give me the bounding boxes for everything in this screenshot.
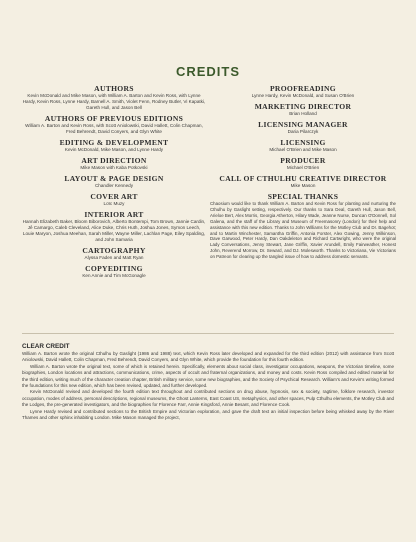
credit-names: Michael O'Brien — [286, 165, 320, 170]
credit-authors — [22, 84, 206, 111]
credit-heading: LICENSING — [280, 138, 326, 147]
credit-heading: COPYEDITING — [85, 264, 143, 273]
section-divider — [22, 333, 394, 334]
credit-layout — [22, 174, 206, 189]
credit-heading: AUTHORS OF PREVIOUS EDITIONS — [44, 114, 184, 123]
special-thanks-heading: SPECIAL THANKS — [267, 192, 339, 201]
credit-licensing — [210, 138, 396, 153]
clear-credit-paragraph: Lynne Hardy revised and contributed sections to the British Empire and Victorian exploration, and gave the draft text an initial inspection before being whisked away by the River Thames and other sphinx inhabiting London. Mike Mason managed the project, — [22, 408, 394, 421]
credit-names: Daria Pilarczyk — [287, 129, 319, 134]
credit-heading: INTERIOR ART — [84, 210, 144, 219]
credits-right-column — [210, 84, 396, 263]
credit-names: Loïc Muzy — [103, 201, 125, 206]
credit-heading: MARKETING DIRECTOR — [254, 102, 352, 111]
clear-credit-paragraph: William A. Barton wrote the original Cthulhu by Gaslight (1986 and 1988) text, which Kevin Ross later developed and expanded for the third edition (2012) with assistance from Scott Aniolowski, David Hallett, Colin Chapman, Fred Behrendt, David Conyers, and Glyn White, which provide the foundation for this fourth edition. — [22, 351, 394, 363]
credit-licensing-manager — [210, 120, 396, 135]
credit-heading: CALL OF CTHULHU CREATIVE DIRECTOR — [219, 174, 387, 183]
credit-names: Kevin McDonald, Mike Mason, and Lynne Hardy — [64, 147, 164, 152]
page-title: CREDITS — [175, 64, 241, 79]
clear-credit-section — [22, 343, 394, 421]
clear-credit-paragraph: Kevin McDonald revised and developed the fourth edition text throughout and contributed sections on drug abuse, hypnosis, sex & society, ragtime, folklore research, investor occupation, modes of address, personal descriptions, regional museums, the Ghost Lanterns, East Coast US, metaphysics, and other spaces, Pulp Cthulhu elements, the Motley Club and the Lodges, the pre-generated investigators, and the biographies for Florence Farr, Annie Kingsford, Annie Besant, and Florence Cook. — [22, 389, 394, 408]
credit-heading: LICENSING MANAGER — [258, 120, 348, 129]
credit-heading: EDITING & DEVELOPMENT — [59, 138, 169, 147]
credit-heading: CARTOGRAPHY — [82, 246, 146, 255]
credit-cartography — [22, 246, 206, 261]
credit-names: Mike Mason — [290, 183, 316, 188]
special-thanks — [210, 192, 396, 260]
special-thanks-text: Chaosium would like to thank William A. Barton and Kevin Ross for planting and nurturing the Cthulhu by Gaslight setting, respectively. Our thanks to Sara Deal, Gareth Hull, Jason Bell, Arieloe Bert, Alex Morris, Georgia Atherton, Hilary Wade, Jeanne Nurse, Duncan O'Donnell, Sol Galena, and the staff of the Library and Museum of Freemasonry (London) for their help and assistance with this new edition. Thanks to John Williams for the Motley Club and Dr. Bagehot; and to Martin Winchester, Samantha Griffin, Antonia Forster, Alex Gowing, Jenny Wilkinson, Dave Garwood, Peter Hardy, Dan Oakdeleton and Richard Cartwright, who were the original Lady Conversations, Jenny Stewart, Jane Griffin, Xavier Arundell, Emily Fairweather, Honest John, Reverend Morrow, Dr. Seward, and DJ. Molesworth. Thanks to Victoriana, Vie Victorians on Patreon for clearing up the tangled issue of how to address domestic servants. — [210, 201, 396, 260]
credits-left-column — [22, 84, 206, 282]
credit-previous-authors — [22, 114, 206, 135]
credit-names: Kevin McDonald and Mike Mason, with William A. Barton and Kevin Ross, with Lynne Hardy, Kevin Ross, Lynne Hardy, Barnell A. Smith, Violet Fenn, Rodney Butler, Vi Kapatki, Gareth Hull, and Jason Bell — [22, 93, 206, 110]
credit-names: Alyssa Faden and Matt Ryan — [84, 255, 144, 260]
credit-cover-art — [22, 192, 206, 207]
credit-names: Ken Annie and Tim McGonagle — [82, 273, 146, 278]
credit-heading: AUTHORS — [94, 84, 134, 93]
credit-interior-art — [22, 210, 206, 243]
credit-names: Chandler Kennedy — [94, 183, 134, 188]
credit-marketing — [210, 102, 396, 117]
credit-names: Mike Mason with Kaba Potkovski — [80, 165, 148, 170]
clear-credit-paragraph: William A. Barton wrote the original text, some of which is retained herein. Specifically, elements about social class, investigator occupations, weapons, the Victorian timeline, some biographies, London locations and attractions, communications, crime, aspects of occult and fraternal organizations, and money and costs. Kevin Ross compiled and edited material for the third edition, writing much of the character creation chapter, British military service, some new biographies, and the Society of Psychical Research. William's and Kevin's writing formed the foundations for this new edition, which has been revised, updated, and further developed. — [22, 363, 394, 389]
credit-heading: ART DIRECTION — [81, 156, 147, 165]
credit-proofreading — [210, 84, 396, 99]
credit-heading: PROOFREADING — [269, 84, 337, 93]
credit-names: Michael O'Brien and Mike Mason — [269, 147, 337, 152]
credit-heading: COVER ART — [90, 192, 138, 201]
credit-heading: LAYOUT & PAGE DESIGN — [64, 174, 164, 183]
credit-creative-director — [210, 174, 396, 189]
credit-names: Lynne Hardy, Kevin McDonald, and Susan O'Brien — [251, 93, 355, 98]
credit-heading: PRODUCER — [280, 156, 326, 165]
credit-art-direction — [22, 156, 206, 171]
credit-copyediting — [22, 264, 206, 279]
clear-credit-heading: CLEAR CREDIT — [22, 343, 70, 350]
credit-editing — [22, 138, 206, 153]
credit-names: Brian Holland — [289, 111, 317, 116]
credit-names: William A. Barton and Kevin Ross, with Scott Aniolowski, David Hallett, Colin Chapman, Fred Behrendt, David Conyers, and Glyn White — [25, 123, 203, 134]
credit-producer — [210, 156, 396, 171]
credit-names: Hannah Elizabeth Baker, Bloom Biborovich, Alberto Bontempi, Tom Brown, Jannie Cardin, Jê Camargo, Caleb Cleveland, Alice Duke, Chris Huth, Joshua Jones, Symon Leech, Louie Maryon, Joshua Meehan, Sarah Miller, Wayne Miller, Lachlan Page, Eiley Spalding, and John Samaria — [22, 219, 206, 242]
